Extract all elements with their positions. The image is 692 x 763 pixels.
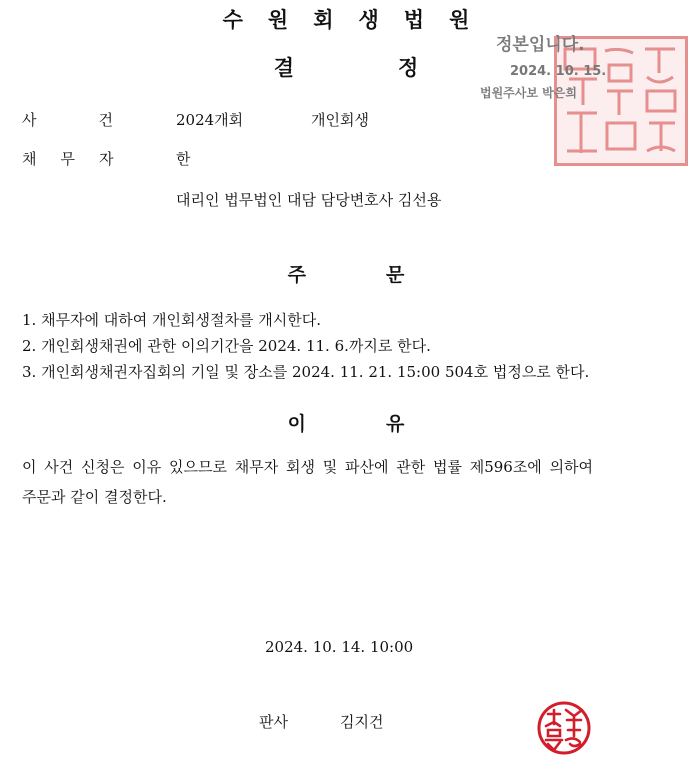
document-title-right: 정: [398, 56, 419, 80]
reason-title-right: 유: [386, 413, 405, 435]
stamp-certified-copy: 정본입니다.: [496, 35, 585, 55]
stamp-date: 2024. 10. 15.: [510, 64, 607, 79]
case-number: 2024개회: [176, 111, 244, 129]
judge-seal-icon: [536, 700, 592, 756]
order-item: 3. 개인회생채권자집회의 기일 및 장소를 2024. 11. 21. 15:00 504호 법정으로 한다.: [22, 363, 590, 381]
order-title-right: 문: [386, 264, 405, 286]
debtor-label-text: 채무자: [22, 150, 138, 168]
debtor-label: [22, 148, 137, 169]
court-name: 수원회생법원: [222, 8, 495, 32]
decision-date: 2024. 10. 14. 10:00: [265, 638, 414, 656]
reason-body: [22, 452, 662, 512]
representative: 대리인 법무법인 대담 담당변호사 김선용: [176, 191, 442, 209]
reason-line-2: 주문과 같이 결정한다.: [22, 488, 167, 506]
document-title-left: 결: [273, 56, 294, 80]
reason-title-left: 이: [287, 413, 306, 435]
order-item: 2. 개인회생채권에 관한 이의기간을 2024. 11. 6.까지로 한다.: [22, 337, 431, 355]
order-item: 1. 채무자에 대하여 개인회생절차를 개시한다.: [22, 311, 321, 329]
court-seal-square: [554, 36, 688, 166]
judge-label: 판사: [259, 713, 288, 731]
certification-stamp: [472, 28, 692, 176]
judge-seal: [536, 700, 592, 756]
case-type: 개인회생: [311, 111, 369, 129]
debtor-name: 한: [176, 150, 191, 168]
judge-name: 김지건: [340, 713, 384, 731]
court-seal-glyphs: [557, 39, 685, 163]
order-title: [0, 260, 692, 287]
order-title-left: 주: [287, 264, 306, 286]
case-label: [22, 109, 175, 130]
case-label-text: 사건: [22, 111, 175, 129]
stamp-clerk: 법원주사보 박은희: [480, 86, 577, 100]
reason-line-1: 이 사건 신청은 이유 있으므로 채무자 회생 및 파산에 관한 법률 제596조에 의하여: [22, 458, 594, 476]
reason-title: [0, 409, 692, 436]
